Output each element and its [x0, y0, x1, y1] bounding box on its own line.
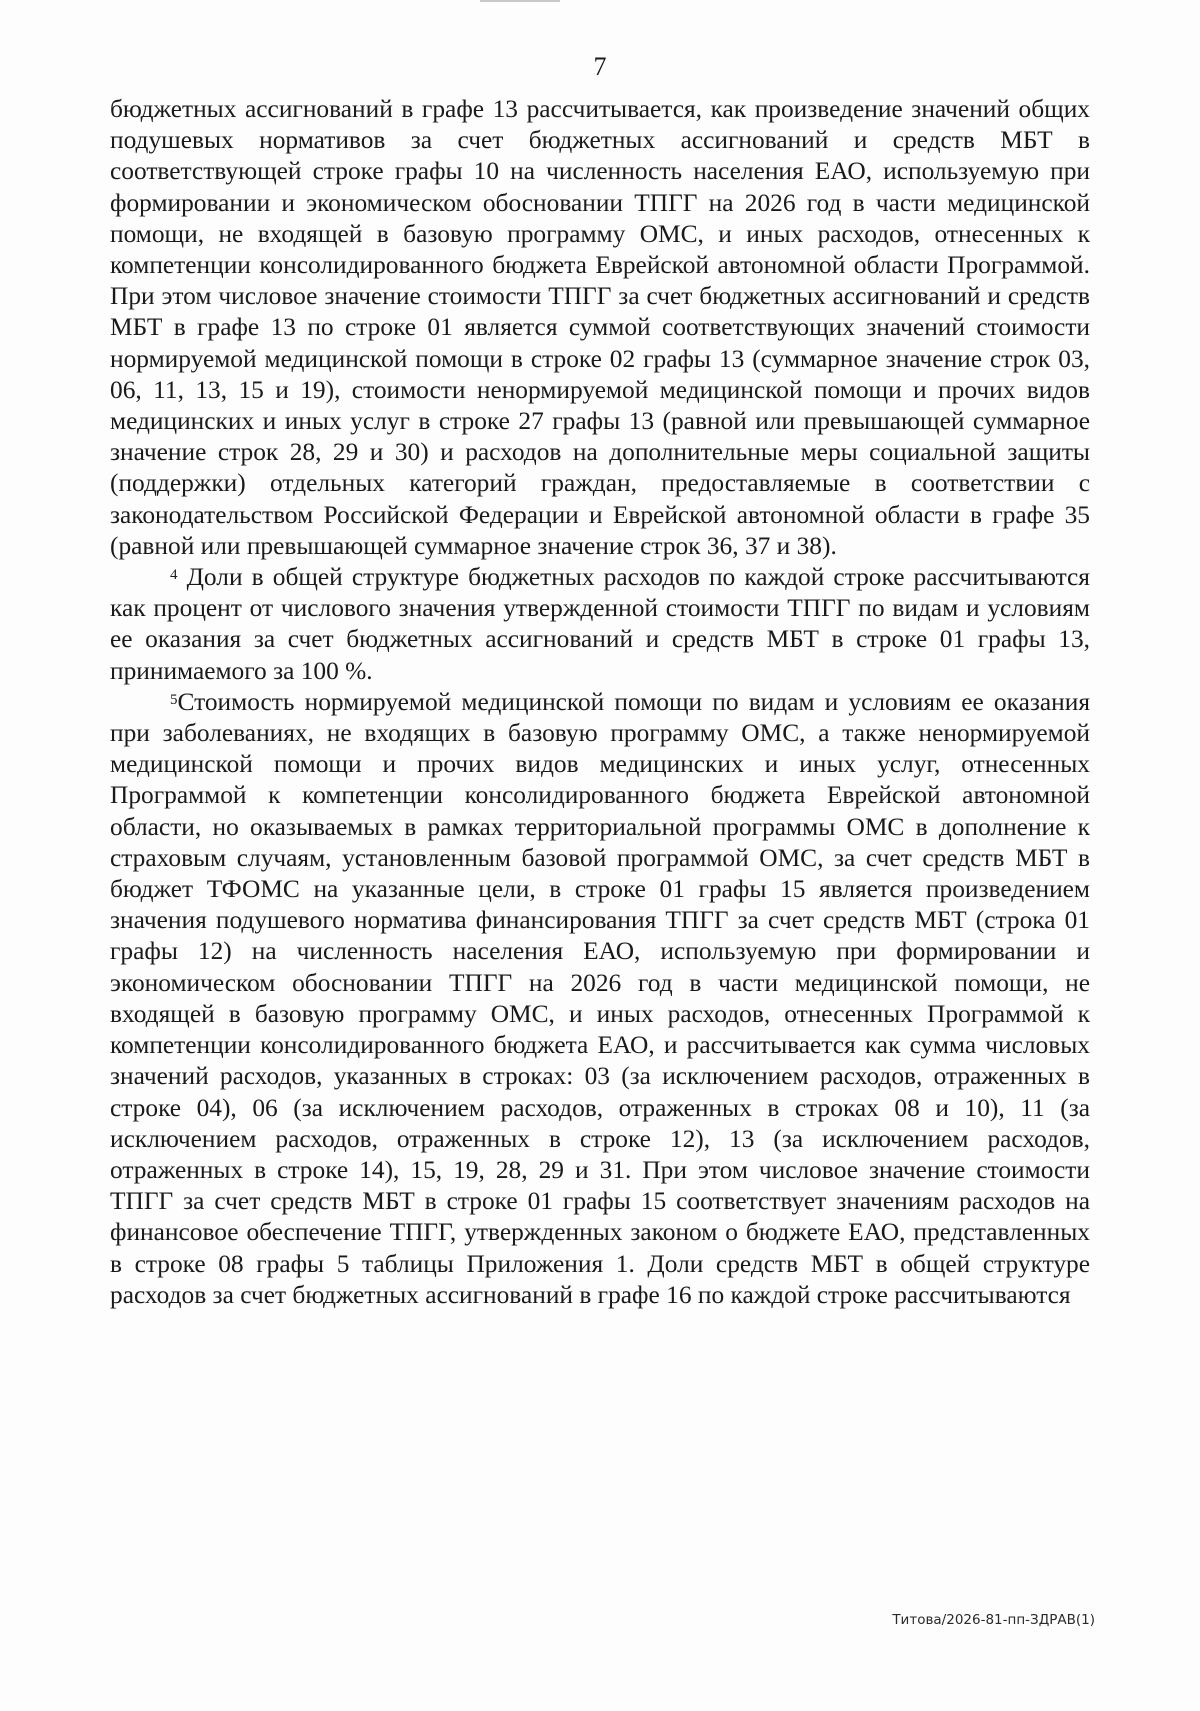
footnote-paragraph-4: [110, 562, 1090, 687]
paragraph-continued: [110, 94, 1090, 562]
footnote-marker: 4: [170, 567, 178, 584]
paragraph-text: Стоимость нормируемой медицинской помощи по видам и условиям ее оказания при заболеваниях, не входящих в базовую программу ОМС, а также ненормируемой медицинской помощи и прочих видов медицинских и иных услуг, отнесенных Программой к компетенции консолидированного бюджета Еврейской автономной области, но оказываемых в рамках территориальной программы ОМС в дополнение к страховым случаям, установленным базовой программой ОМС, за счет средств МБТ в бюджет ТФОМС на указанные цели, в строке 01 графы 15 является произведением значения подушевого норматива финансирования ТПГГ за счет средств МБТ (строка 01 графы 12) на численность населения ЕАО, используемую при формировании и экономическом обосновании ТПГГ на 2026 год в части медицинской помощи, не входящей в базовую программу ОМС, и иных расходов, отнесенных Программой к компетенции консолидированного бюджета ЕАО, и рассчитывается как сумма числовых значений расходов, указанных в строках: 03 (за исключением расходов, отраженных в строке 04), 06 (за исключением расходов, отраженных в строках 08 и 10), 11 (за исключением расходов, отраженных в строке 12), 13 (за исключением расходов, отраженных в строке 14), 15, 19, 28, 29 и 31. При этом числовое значение стоимости ТПГГ за счет средств МБТ в строке 01 графы 15 соответствует значениям расходов на финансовое обеспечение ТПГГ, утвержденных законом о бюджете ЕАО, представленных в строке 08 графы 5 таблицы Приложения 1. Доли средств МБТ в общей структуре расходов за счет бюджетных ассигнований в графе 16 по каждой строке рассчитываются: [110, 687, 1090, 1309]
footnote-marker: 5: [170, 691, 178, 708]
document-body: [110, 94, 1090, 1311]
scan-artifact: [480, 0, 560, 8]
document-reference-footer: Титова/2026-81-пп-ЗДРАВ(1): [892, 1612, 1095, 1628]
footnote-paragraph-5: [110, 687, 1090, 1311]
page-number: 7: [593, 52, 607, 81]
paragraph-text: бюджетных ассигнований в графе 13 рассчитывается, как произведение значений общих подушевых нормативов за счет бюджетных ассигнований и средств МБТ в соответствующей строке графы 10 на численность населения ЕАО, используемую при формировании и экономическом обосновании ТПГГ на 2026 год в части медицинской помощи, не входящей в базовую программу ОМС, и иных расходов, отнесенных к компетенции консолидированного бюджета Еврейской автономной области Программой. При этом числовое значение стоимости ТПГГ за счет бюджетных ассигнований и средств МБТ в графе 13 по строке 01 является суммой соответствующих значений стоимости нормируемой медицинской помощи в строке 02 графы 13 (суммарное значение строк 03, 06, 11, 13, 15 и 19), стоимости ненормируемой медицинской помощи и прочих видов медицинских и иных услуг в строке 27 графы 13 (равной или превышающей суммарное значение строк 28, 29 и 30) и расходов на дополнительные меры социальной защиты (поддержки) отдельных категорий граждан, предоставляемые в соответствии с законодательством Российской Федерации и Еврейской автономной области в графе 35 (равной или превышающей суммарное значение строк 36, 37 и 38).: [110, 95, 1090, 560]
paragraph-text: Доли в общей структуре бюджетных расходов по каждой строке рассчитываются как процент от числового значения утвержденной стоимости ТПГГ по видам и условиям ее оказания за счет бюджетных ассигнований и средств МБТ в строке 01 графы 13, принимаемого за 100 %.: [110, 563, 1090, 685]
